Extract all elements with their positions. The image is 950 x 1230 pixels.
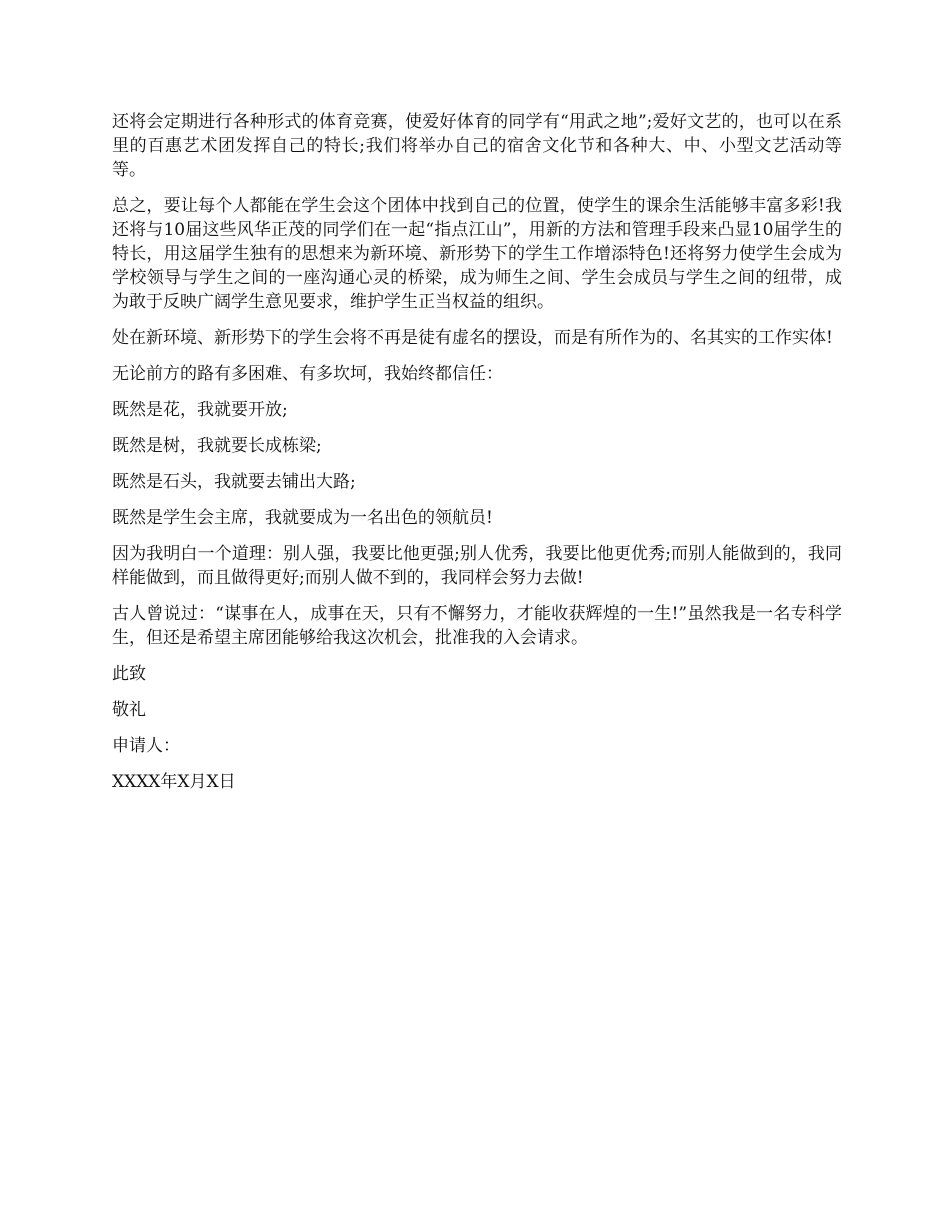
closing-jingli: 敬礼 <box>112 700 146 720</box>
paragraph-new-environment: 处在新环境、新形势下的学生会将不再是徒有虚名的摆设，而是有所作为的、名其实的工作实体! <box>112 328 833 348</box>
paragraph-reason: 因为我明白一个道理：别人强，我要比他更强;别人优秀，我要比他更优秀;而别人能做到的，我同样能做到，而且做得更好;而别人做不到的，我同样会努力去做! <box>112 544 842 588</box>
paragraph-chairman: 既然是学生会主席，我就要成为一名出色的领航员! <box>112 508 493 528</box>
paragraph-sports-arts: 还将会定期进行各种形式的体育竞赛，使爱好体育的同学有“用武之地”;爱好文艺的，也可以在系里的百惠艺术团发挥自己的特长;我们将举办自己的宿舍文化节和各种大、中、小型文艺活动等等。 <box>112 112 842 180</box>
paragraph-stone: 既然是石头，我就要去铺出大路; <box>112 472 356 492</box>
applicant-label: 申请人： <box>112 736 180 756</box>
paragraph-flower: 既然是花，我就要开放; <box>112 400 288 420</box>
paragraph-belief-intro: 无论前方的路有多困难、有多坎坷，我始终都信任： <box>112 364 503 384</box>
date-line: XXXX年X月X日 <box>112 772 236 792</box>
closing-zhici: 此致 <box>112 664 146 684</box>
document-body <box>112 110 842 806</box>
paragraph-tree: 既然是树，我就要长成栋梁; <box>112 436 322 456</box>
paragraph-summary: 总之，要让每个人都能在学生会这个团体中找到自己的位置，使学生的课余生活能够丰富多彩!我还将与10届这些风华正茂的同学们在一起“指点江山”，用新的方法和管理手段来凸显10届学生的特长，用这届学生独有的思想来为新环境、新形势下的学生工作增添特色!还将努力使学生会成为学校领导与学生之间的一座沟通心灵的桥梁，成为师生之间、学生会成员与学生之间的纽带，成为敢于反映广阔学生意见要求，维护学生正当权益的组织。 <box>112 196 842 312</box>
paragraph-quote: 古人曾说过：“谋事在人，成事在天，只有不懈努力，才能收获辉煌的一生!”虽然我是一名专科学生，但还是希望主席团能够给我这次机会，批准我的入会请求。 <box>112 604 842 648</box>
